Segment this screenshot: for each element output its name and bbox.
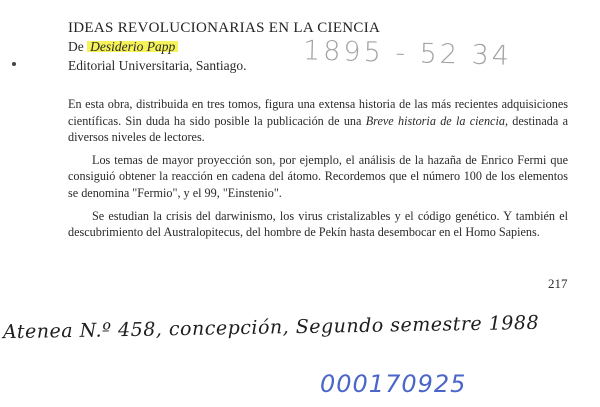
author-name-highlighted: Desiderio Papp: [87, 39, 178, 54]
paragraph-3: Se estudian la crisis del darwinismo, los virus cristalizables y el código genético. Y también el descubrimiento del Australopitecus, del hombre de Pekín hasta desembocar en el Homo Sapiens.: [68, 208, 568, 240]
review-body: [68, 96, 568, 247]
publisher: Editorial Universitaria, Santiago.: [68, 58, 247, 73]
inventory-number: 000170925: [320, 370, 467, 398]
handwritten-citation: Atenea N.º 458, concepción, Segundo semestre 1988: [2, 311, 540, 344]
paragraph-1: [68, 96, 568, 146]
paragraph-1-text-a: En esta obra, distribuida en tres tomos, figura una extensa historia de las más recientes adquisiciones científicas. Sin duda ha sido posible la publicación de una: [68, 97, 568, 128]
author-line: [68, 39, 178, 55]
page-number: 217: [548, 276, 568, 291]
author-prefix: De: [68, 39, 88, 54]
paragraph-2: Los temas de mayor proyección son, por ejemplo, el análisis de la hazaña de Enrico Fermi que consiguió obtener la reacción en cadena del átomo. Recordemos que el número 100 de los elementos se denomina "Fermio", y el 99, "Einstenio".: [68, 152, 568, 200]
margin-dot: [12, 62, 16, 66]
book-title: IDEAS REVOLUCIONARIAS EN LA CIENCIA: [68, 20, 381, 36]
paragraph-1-text-b: , destinada a diversos niveles de lectores.: [68, 113, 569, 145]
pencil-annotation: 1895 - 52 34: [302, 35, 513, 72]
paragraph-1-book-title: Breve historia de la ciencia: [365, 113, 505, 128]
